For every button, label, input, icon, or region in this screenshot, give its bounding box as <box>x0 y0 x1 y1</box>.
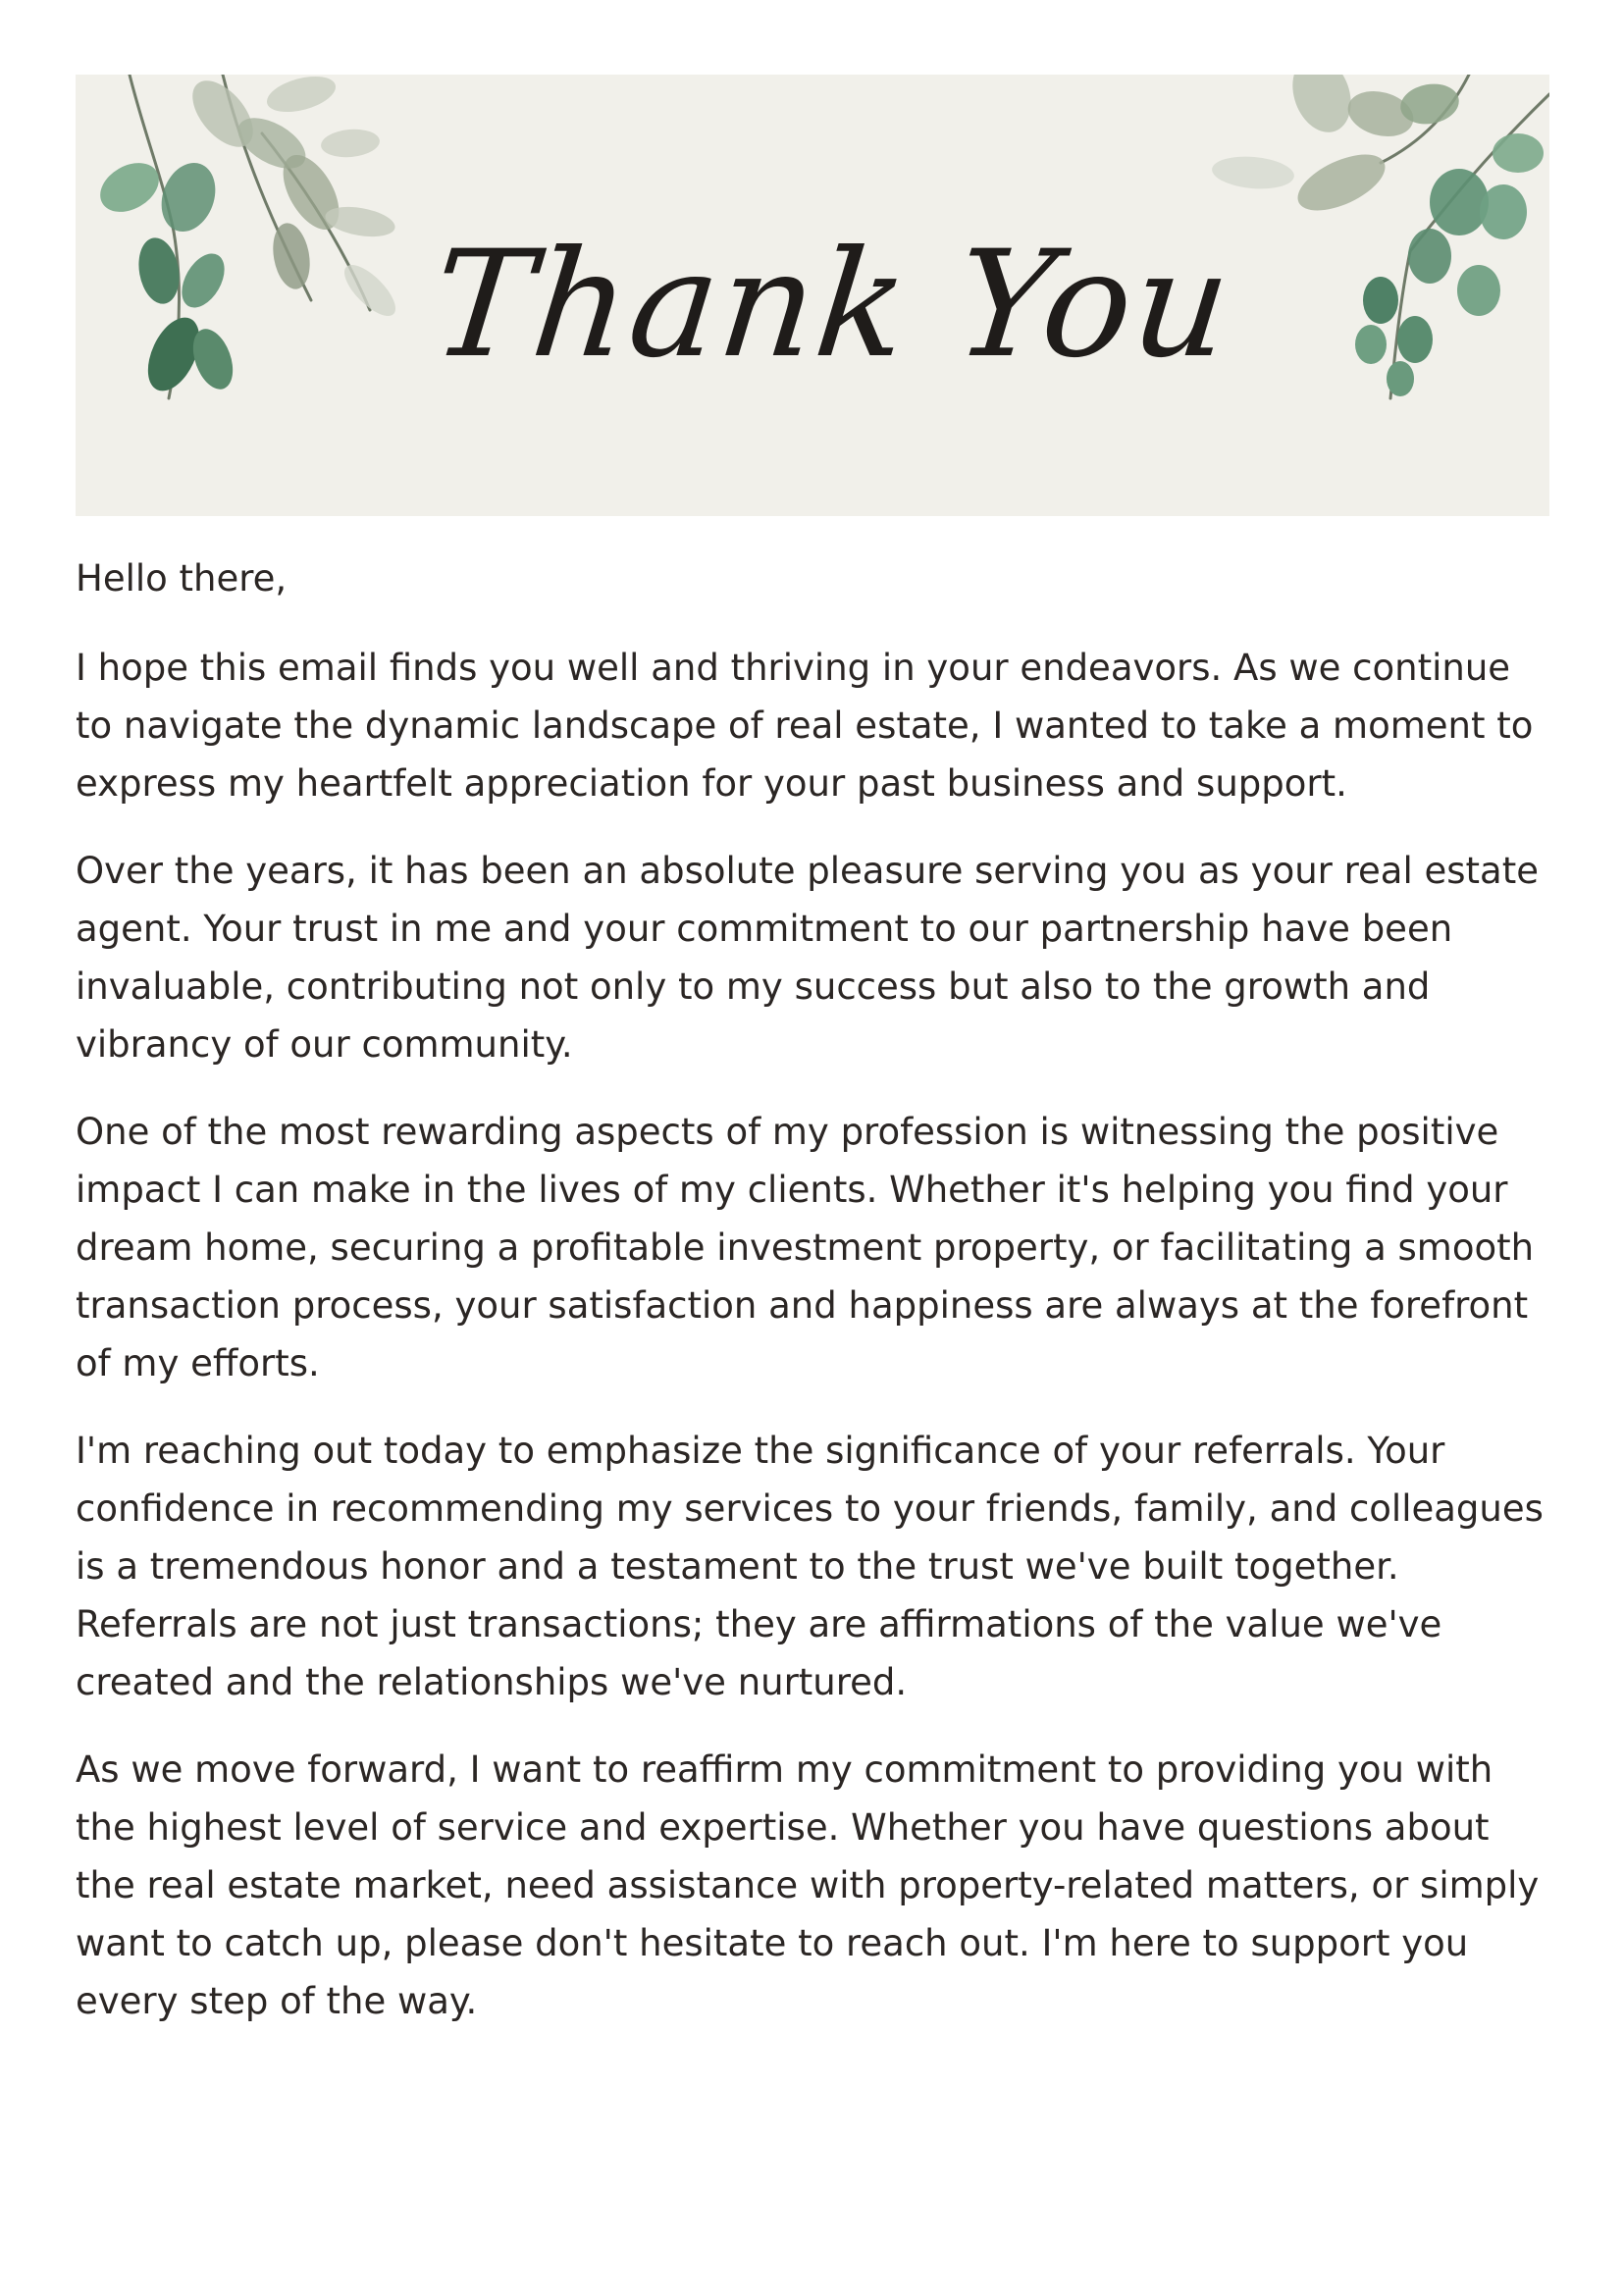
paragraph-3: One of the most rewarding aspects of my profession is witnessing the positive impact I can make in the lives of my clients. Whether it's helping you find your dream home, securing a profitable investment property, or facilitating a smooth transaction process, your satisfaction and happiness are always at the forefront of my efforts. <box>76 1111 1535 1384</box>
paragraph-1: I hope this email finds you well and thriving in your endeavors. As we continue to navigate the dynamic landscape of real estate, I wanted to take a moment to express my heartfelt appreciation for your past business and support. <box>76 647 1534 805</box>
paragraph-4: I'm reaching out today to emphasize the significance of your referrals. Your confidence in recommending my services to your friends, family, and colleagues is a tremendous honor and a testament to the trust we've built together. Referrals are not just transactions; they are affirmations of the value we've created and the relationships we've nurtured. <box>76 1430 1544 1703</box>
letter-body <box>76 549 1557 2060</box>
paragraph-5: As we move forward, I want to reaffirm my commitment to providing you with the highest level of service and expertise. Whether you have questions about the real estate market, need assistance with property-related matters, or simply want to catch up, please don't hesitate to reach out. I'm here to support you every step of the way. <box>76 1748 1540 2022</box>
thank-you-banner <box>76 75 1549 516</box>
greeting: Hello there, <box>76 557 288 600</box>
paragraph-2: Over the years, it has been an absolute pleasure serving you as your real estate agent. Your trust in me and your commitment to our partnership have been invaluable, contributing not only to my success but also to the growth and vibrancy of our community. <box>76 850 1540 1066</box>
banner-title: Thank You <box>424 220 1240 391</box>
